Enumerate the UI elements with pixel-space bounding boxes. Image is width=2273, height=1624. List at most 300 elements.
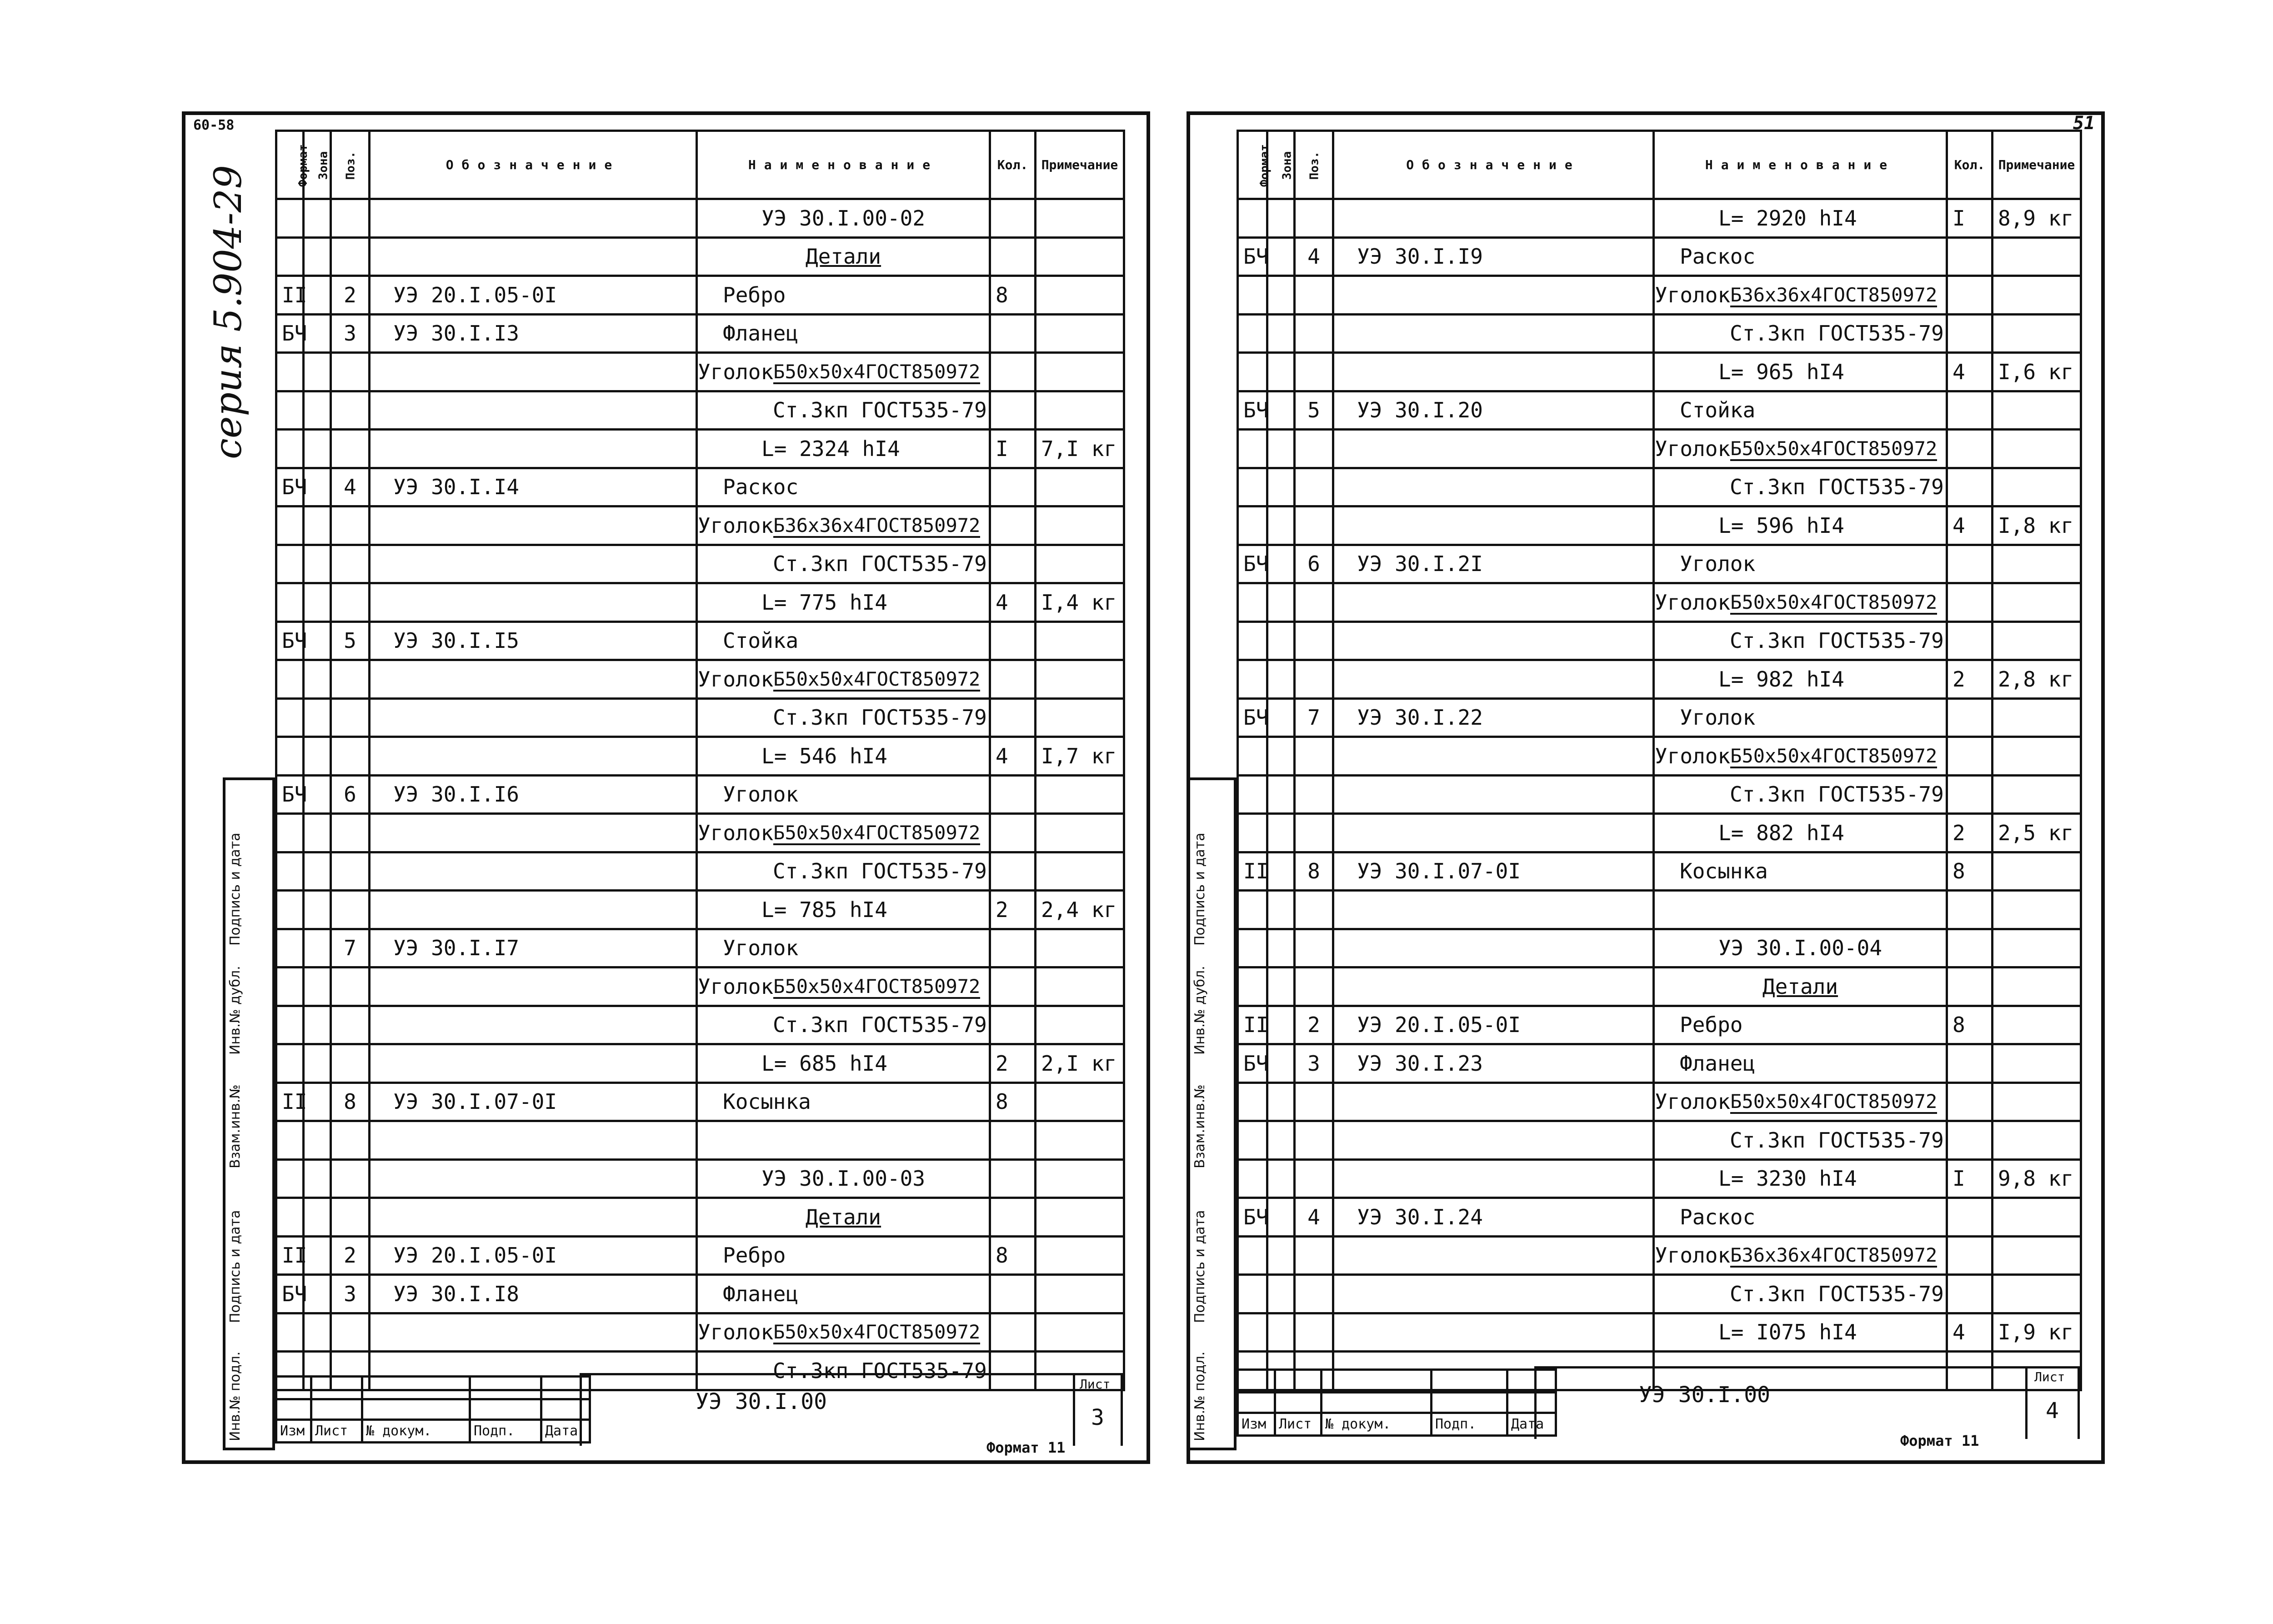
table-row (1238, 1121, 2081, 1160)
cell-note (1993, 237, 2081, 276)
cell-zone (304, 660, 331, 699)
title-block-left (275, 1375, 591, 1444)
cell-name: Ребро (697, 1236, 990, 1275)
cell-format (1238, 660, 1267, 699)
header-note: Примечание (1036, 131, 1124, 199)
cell-designation (1333, 891, 1654, 929)
cell-qty: 8 (1947, 852, 1993, 891)
cell-zone (304, 199, 331, 238)
cell-zone (304, 1006, 331, 1044)
cell-zone (1267, 1083, 1295, 1121)
cell-name (697, 1121, 990, 1160)
cell-format: БЧ (1238, 1198, 1267, 1237)
cell-pos (1295, 314, 1333, 353)
cell-qty (1947, 276, 1993, 315)
cell-designation (370, 353, 697, 391)
cell-note (1036, 929, 1124, 967)
cell-pos (331, 1198, 370, 1237)
cell-name: УЭ 30.I.00-03 (697, 1159, 990, 1198)
cell-format (1238, 1121, 1267, 1160)
cell-designation: УЭ 30.I.23 (1333, 1044, 1654, 1083)
table-row (1238, 660, 2081, 699)
cell-note (1993, 314, 2081, 353)
cell-format (1238, 506, 1267, 545)
cell-name: Фланец (697, 314, 990, 353)
cell-name: L= 685 hI4 (697, 1044, 990, 1083)
cell-note (1993, 1083, 2081, 1121)
cell-note (1036, 506, 1124, 545)
cell-format (1238, 891, 1267, 929)
cell-zone (304, 1236, 331, 1275)
cell-pos (331, 545, 370, 583)
cell-zone (1267, 737, 1295, 776)
cell-qty (990, 1198, 1036, 1237)
cell-format (276, 737, 304, 776)
cell-pos: 3 (1295, 1044, 1333, 1083)
table-row (276, 353, 1124, 391)
cell-designation (1333, 1236, 1654, 1275)
cell-pos (1295, 1159, 1333, 1198)
cell-zone (1267, 430, 1295, 468)
header-format: Формат (276, 131, 304, 199)
header-zone: Зона (304, 131, 331, 199)
table-row (276, 1083, 1124, 1121)
cell-format (1238, 583, 1267, 622)
table-row (1238, 1006, 2081, 1044)
series-label: серия 5.904-29 (207, 165, 250, 459)
cell-qty (1947, 430, 1993, 468)
cell-qty (1947, 1275, 1993, 1313)
cell-name: Косынка (1654, 852, 1947, 891)
cell-zone (1267, 1006, 1295, 1044)
table-row (1238, 237, 2081, 276)
cell-qty (1947, 237, 1993, 276)
cell-name: Уголок Б36х36х4ГОСТ850972 (1654, 1236, 1947, 1275)
tb-doc-no: № докум. (362, 1420, 470, 1443)
cell-qty (990, 698, 1036, 737)
cell-format: II (276, 1083, 304, 1121)
cell-designation (370, 1044, 697, 1083)
cell-format (276, 967, 304, 1006)
cell-pos: 4 (1295, 1198, 1333, 1237)
cell-pos (1295, 1236, 1333, 1275)
cell-format (1238, 814, 1267, 852)
title-block-left-main (580, 1373, 1123, 1446)
table-row (1238, 1198, 2081, 1237)
cell-name: Детали (697, 237, 990, 276)
cell-zone (1267, 1044, 1295, 1083)
cell-name: Ст.3кп ГОСТ535-79 (1654, 314, 1947, 353)
cell-name: Уголок Б50х50х4ГОСТ850972 (697, 353, 990, 391)
cell-name: Уголок (1654, 545, 1947, 583)
cell-note (1993, 775, 2081, 814)
cell-format (1238, 775, 1267, 814)
cell-qty (990, 1313, 1036, 1352)
table-row (276, 775, 1124, 814)
side-label-sign-date-1: Подпись и дата (227, 832, 243, 946)
cell-qty (1947, 622, 1993, 660)
cell-zone (1267, 814, 1295, 852)
cell-format: II (1238, 852, 1267, 891)
cell-name: L= 982 hI4 (1654, 660, 1947, 699)
cell-pos: 2 (331, 276, 370, 315)
table-row (276, 276, 1124, 315)
tb-date: Дата (541, 1420, 590, 1443)
cell-format: БЧ (276, 314, 304, 353)
cell-name: L= 546 hI4 (697, 737, 990, 776)
cell-designation (1333, 430, 1654, 468)
cell-format (1238, 737, 1267, 776)
table-row (1238, 276, 2081, 315)
cell-format (276, 1159, 304, 1198)
header-designation: Обозначение (1333, 131, 1654, 199)
cell-format (276, 814, 304, 852)
header-pos: Поз. (331, 131, 370, 199)
cell-note: I,7 кг (1036, 737, 1124, 776)
cell-format (276, 1121, 304, 1160)
table-row (1238, 852, 2081, 891)
cell-name: Ребро (697, 276, 990, 315)
cell-zone (304, 737, 331, 776)
cell-name: L= 596 hI4 (1654, 506, 1947, 545)
cell-zone (304, 1313, 331, 1352)
cell-name: L= 3230 hI4 (1654, 1159, 1947, 1198)
cell-zone (1267, 622, 1295, 660)
cell-name: L= 882 hI4 (1654, 814, 1947, 852)
cell-format (276, 852, 304, 891)
cell-name: Раскос (697, 468, 990, 506)
cell-format: БЧ (1238, 545, 1267, 583)
cell-designation (1333, 967, 1654, 1006)
cell-name: Ст.3кп ГОСТ535-79 (697, 391, 990, 430)
table-row (1238, 314, 2081, 353)
cell-designation (370, 391, 697, 430)
side-label-sign-date-2: Подпись и дата (227, 1210, 243, 1323)
cell-format: II (276, 276, 304, 315)
cell-designation (1333, 1159, 1654, 1198)
cell-format (276, 891, 304, 929)
cell-zone (1267, 545, 1295, 583)
cell-pos (331, 391, 370, 430)
table-row (276, 1121, 1124, 1160)
cell-designation (370, 583, 697, 622)
cell-qty (1947, 775, 1993, 814)
cell-format (1238, 353, 1267, 391)
table-row (276, 506, 1124, 545)
cell-name: L= 775 hI4 (697, 583, 990, 622)
cell-designation (370, 814, 697, 852)
side-label-vzam-inv-2: Взам.инв.№ (1192, 1084, 1208, 1168)
tb-izm: Изм (1238, 1413, 1275, 1436)
cell-format (1238, 430, 1267, 468)
cell-pos (1295, 199, 1333, 238)
table-row (276, 1159, 1124, 1198)
cell-pos (1295, 814, 1333, 852)
cell-note (1036, 698, 1124, 737)
cell-name: Ст.3кп ГОСТ535-79 (1654, 468, 1947, 506)
tb-sign: Подп. (1432, 1413, 1507, 1436)
cell-designation (1333, 468, 1654, 506)
cell-format (276, 698, 304, 737)
cell-designation (1333, 314, 1654, 353)
cell-qty (1947, 698, 1993, 737)
table-row (276, 391, 1124, 430)
cell-qty (990, 199, 1036, 238)
table-row (276, 583, 1124, 622)
table-row (1238, 1083, 2081, 1121)
cell-pos (1295, 1275, 1333, 1313)
table-row (276, 545, 1124, 583)
cell-designation (370, 698, 697, 737)
cell-pos (331, 1006, 370, 1044)
cell-note (1036, 237, 1124, 276)
cell-note (1993, 1044, 2081, 1083)
cell-note (1993, 1121, 2081, 1160)
cell-name: Уголок Б36х36х4ГОСТ850972 (1654, 276, 1947, 315)
cell-pos (331, 1121, 370, 1160)
cell-zone (1267, 1159, 1295, 1198)
sheet-label-left: Лист (1080, 1377, 1111, 1392)
cell-zone (304, 929, 331, 967)
cell-zone (304, 276, 331, 315)
format-left: Формат 11 (986, 1439, 1066, 1456)
cell-note (1036, 353, 1124, 391)
cell-note (1993, 430, 2081, 468)
cell-qty (990, 1006, 1036, 1044)
table-row (276, 1275, 1124, 1313)
header-designation: Обозначение (370, 131, 697, 199)
cell-zone (304, 1159, 331, 1198)
cell-pos (331, 237, 370, 276)
cell-pos: 4 (1295, 237, 1333, 276)
cell-format (1238, 468, 1267, 506)
cell-note (1036, 468, 1124, 506)
cell-pos: 8 (1295, 852, 1333, 891)
side-label-inv-orig-2: Инв.№ подл. (1192, 1351, 1208, 1441)
cell-designation (1333, 814, 1654, 852)
table-row (276, 698, 1124, 737)
cell-note (1993, 852, 2081, 891)
cell-format: БЧ (1238, 237, 1267, 276)
cell-zone (304, 391, 331, 430)
cell-note: I,6 кг (1993, 353, 2081, 391)
cell-zone (1267, 1198, 1295, 1237)
cell-zone (1267, 1313, 1295, 1352)
cell-qty (990, 545, 1036, 583)
table-row (1238, 506, 2081, 545)
cell-note (1993, 1236, 2081, 1275)
header-name: Наименование (1654, 131, 1947, 199)
side-label-sign-date-3: Подпись и дата (1192, 832, 1208, 946)
table-row (1238, 1236, 2081, 1275)
cell-pos: 7 (1295, 698, 1333, 737)
cell-pos (331, 852, 370, 891)
cell-zone (304, 1198, 331, 1237)
tb-list: Лист (1275, 1413, 1322, 1436)
cell-format: II (276, 1236, 304, 1275)
cell-qty: I (1947, 199, 1993, 238)
table-row (276, 468, 1124, 506)
table-row (1238, 1159, 2081, 1198)
cell-zone (304, 967, 331, 1006)
table-row (276, 737, 1124, 776)
table-row (1238, 698, 2081, 737)
cell-pos (331, 967, 370, 1006)
cell-qty (990, 814, 1036, 852)
cell-name: L= 2920 hI4 (1654, 199, 1947, 238)
cell-designation (1333, 622, 1654, 660)
cell-note (1993, 967, 2081, 1006)
cell-note: 2,4 кг (1036, 891, 1124, 929)
cell-pos (1295, 430, 1333, 468)
cell-zone (1267, 967, 1295, 1006)
cell-designation: УЭ 30.I.2I (1333, 545, 1654, 583)
cell-pos (1295, 506, 1333, 545)
cell-pos (1295, 891, 1333, 929)
cell-pos (331, 1159, 370, 1198)
side-label-inv-dup-2: Инв.№ дубл. (1192, 966, 1208, 1055)
cell-designation (370, 506, 697, 545)
cell-note (1036, 622, 1124, 660)
corner-mark-right: 51 (2073, 113, 2095, 134)
cell-pos: 6 (331, 775, 370, 814)
table-row (1238, 1044, 2081, 1083)
table-row (276, 852, 1124, 891)
table-row (276, 314, 1124, 353)
cell-pos: 2 (1295, 1006, 1333, 1044)
cell-note (1993, 545, 2081, 583)
table-row (1238, 1275, 2081, 1313)
cell-name: Уголок Б36х36х4ГОСТ850972 (697, 506, 990, 545)
cell-pos: 7 (331, 929, 370, 967)
cell-note (1036, 852, 1124, 891)
cell-qty (1947, 1083, 1993, 1121)
cell-format: БЧ (276, 468, 304, 506)
cell-name: Детали (697, 1198, 990, 1237)
cell-pos (1295, 583, 1333, 622)
cell-pos (1295, 353, 1333, 391)
cell-zone (1267, 852, 1295, 891)
cell-pos (1295, 622, 1333, 660)
cell-qty (990, 237, 1036, 276)
cell-pos (331, 698, 370, 737)
cell-note (1036, 1006, 1124, 1044)
table-row (1238, 967, 2081, 1006)
table-row (1238, 891, 2081, 929)
cell-qty (1947, 545, 1993, 583)
cell-qty (1947, 1236, 1993, 1275)
cell-designation (370, 237, 697, 276)
cell-name: Уголок Б50х50х4ГОСТ850972 (697, 814, 990, 852)
cell-designation (1333, 276, 1654, 315)
cell-designation (370, 891, 697, 929)
doc-code-right: УЭ 30.I.00 (1639, 1382, 1770, 1408)
cell-designation: УЭ 20.I.05-0I (370, 276, 697, 315)
cell-name: Стойка (697, 622, 990, 660)
cell-note: I,8 кг (1993, 506, 2081, 545)
cell-zone (1267, 314, 1295, 353)
cell-designation (370, 1159, 697, 1198)
cell-name: Фланец (1654, 1044, 1947, 1083)
cell-designation (370, 1198, 697, 1237)
cell-name: Уголок Б50х50х4ГОСТ850972 (1654, 430, 1947, 468)
cell-note (1036, 1083, 1124, 1121)
cell-pos (1295, 737, 1333, 776)
cell-name: Стойка (1654, 391, 1947, 430)
cell-pos: 6 (1295, 545, 1333, 583)
table-row (1238, 814, 2081, 852)
cell-qty: 2 (1947, 814, 1993, 852)
cell-pos (331, 1044, 370, 1083)
cell-name: Ст.3кп ГОСТ535-79 (1654, 775, 1947, 814)
cell-zone (304, 506, 331, 545)
spec-table-left (275, 130, 1125, 1391)
table-row (1238, 391, 2081, 430)
table-row (1238, 199, 2081, 238)
cell-name: Детали (1654, 967, 1947, 1006)
cell-zone (304, 583, 331, 622)
cell-qty (990, 967, 1036, 1006)
cell-pos (331, 430, 370, 468)
cell-designation (1333, 353, 1654, 391)
side-label-sign-date-4: Подпись и дата (1192, 1210, 1208, 1323)
cell-designation (1333, 1121, 1654, 1160)
cell-note (1993, 583, 2081, 622)
cell-zone (1267, 237, 1295, 276)
header-name: Наименование (697, 131, 990, 199)
cell-format (276, 583, 304, 622)
cell-designation (1333, 1083, 1654, 1121)
cell-note (1993, 1006, 2081, 1044)
cell-qty (990, 506, 1036, 545)
cell-zone (304, 353, 331, 391)
cell-designation: УЭ 30.I.I4 (370, 468, 697, 506)
table-row (1238, 583, 2081, 622)
cell-zone (304, 545, 331, 583)
cell-designation (370, 1313, 697, 1352)
cell-note (1993, 276, 2081, 315)
cell-format (276, 506, 304, 545)
cell-note: 2,5 кг (1993, 814, 2081, 852)
cell-format: БЧ (276, 1275, 304, 1313)
table-row (276, 929, 1124, 967)
cell-note: 7,I кг (1036, 430, 1124, 468)
cell-name: Ст.3кп ГОСТ535-79 (1654, 622, 1947, 660)
cell-name: Уголок Б50х50х4ГОСТ850972 (697, 1313, 990, 1352)
cell-pos (1295, 967, 1333, 1006)
cell-zone (304, 1044, 331, 1083)
cell-format: БЧ (276, 775, 304, 814)
cell-qty (1947, 1198, 1993, 1237)
cell-pos: 3 (331, 1275, 370, 1313)
sheet-label-right: Лист (2034, 1369, 2065, 1384)
table-row (1238, 775, 2081, 814)
cell-name: Ст.3кп ГОСТ535-79 (1654, 1275, 1947, 1313)
cell-name: Уголок (1654, 698, 1947, 737)
cell-pos: 5 (331, 622, 370, 660)
cell-format: БЧ (1238, 698, 1267, 737)
table-row (1238, 468, 2081, 506)
cell-qty (990, 660, 1036, 699)
cell-designation: УЭ 30.I.07-0I (370, 1083, 697, 1121)
side-label-inv-orig: Инв.№ подл. (227, 1351, 243, 1441)
cell-format (1238, 1236, 1267, 1275)
table-row (276, 891, 1124, 929)
cell-name: Ст.3кп ГОСТ535-79 (697, 852, 990, 891)
cell-note (1036, 775, 1124, 814)
cell-note: I,9 кг (1993, 1313, 2081, 1352)
cell-name: Уголок Б50х50х4ГОСТ850972 (1654, 1083, 1947, 1121)
